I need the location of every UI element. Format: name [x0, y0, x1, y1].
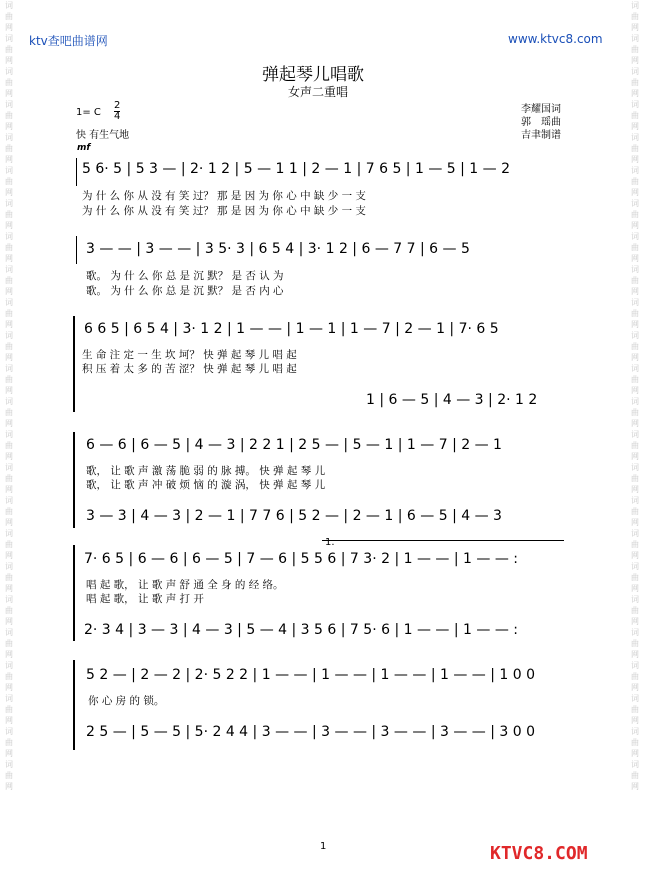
system6-lower-part: 2 5 — | 5 — 5 | 5· 2 4 4 | 3 — — | 3 — — | 3 — — | 3 — — | 3 0 0 — [86, 724, 536, 740]
system3-lower-part: 1 | 6 — 5 | 4 — 3 | 2· 1 2 — [366, 392, 538, 408]
system2-lyric-2: 歌。 为 什 么 你 总 是 沉 默？ 是 否 内 心 — [86, 285, 284, 297]
system5-lyric-1: 唱 起 歌， 让 歌 声 舒 通 全 身 的 经 络。 — [86, 579, 284, 591]
system4-lyric-2: 歌， 让 歌 声 冲 破 烦 恼 的 漩 涡， 快 弹 起 琴 儿 — [86, 479, 326, 491]
system5-lower-part: 2· 3 4 | 3 — 3 | 4 — 3 | 5 — 4 | 3 5 6 | 7 5· 6 | 1 — — | 1 — — : — [84, 622, 519, 638]
site-url-right: www.ktvc8.com — [508, 32, 603, 46]
system3-lyric-1: 生 命 注 定 一 生 坎 坷？ 快 弹 起 琴 儿 唱 起 — [82, 349, 297, 361]
dynamic-mark: mf — [77, 143, 91, 153]
system4-notes: 6 — 6 | 6 — 5 | 4 — 3 | 2 2 1 | 2 5 — | 5 — 1 | 1 — 7 | 2 — 1 — [86, 437, 502, 453]
song-title: 弹起琴儿唱歌 — [262, 65, 364, 85]
system6-notes: 5 2 — | 2 — 2 | 2· 5 2 2 | 1 — — | 1 — — | 1 — — | 1 — — | 1 0 0 — [86, 667, 536, 683]
system4-lyric-1: 歌， 让 歌 声 激 荡 脆 弱 的 脉 搏。 快 弹 起 琴 儿 — [86, 465, 326, 477]
tempo-marking: 快 有生气地 — [76, 130, 130, 141]
lyricist: 李耀国词 — [521, 104, 561, 115]
barline — [76, 236, 77, 264]
part-bracket — [73, 432, 75, 528]
part-bracket — [73, 545, 75, 641]
system3-notes: 6 6 5 | 6 5 4 | 3· 1 2 | 1 — — | 1 — 1 | 1 — 7 | 2 — 1 | 7· 6 5 — [84, 321, 499, 337]
time-top: 2 — [114, 100, 121, 111]
system3-lyric-2: 积 压 着 太 多 的 苦 涩？ 快 弹 起 琴 儿 唱 起 — [82, 363, 297, 375]
arranger: 吉聿制谱 — [521, 130, 561, 141]
watermark-left: 词 曲 网 词 曲 网 词 曲 网 词 曲 网 词 曲 网 词 曲 网 词 曲 网 词 曲 网 词 曲 网 词 曲 网 词 曲 网 词 曲 网 词 曲 网 词 曲 网 词 曲 网 词 曲 网 词 曲 网 词 曲 网 词 曲 网 词 曲 网 词 曲 网 词 曲 网 词 曲 网 词 曲 网 — [5, 1, 13, 791]
part-bracket — [73, 316, 75, 412]
key-signature: 1= C — [76, 107, 101, 118]
time-bottom: 4 — [114, 111, 121, 122]
time-signature — [114, 101, 120, 122]
system1-lyric-1: 为 什 么 你 从 没 有 笑 过？ 那 是 因 为 你 心 中 缺 少 一 支 — [82, 190, 366, 202]
song-subtitle: 女声二重唱 — [288, 85, 349, 99]
system5-lyric-2: 唱 起 歌， 让 歌 声 打 开 — [86, 593, 204, 605]
system2-lyric-1: 歌。 为 什 么 你 总 是 沉 默？ 是 否 认 为 — [86, 270, 284, 282]
page-number: 1 — [320, 841, 327, 852]
ktvc8-logo: KTVC8.COM — [490, 843, 588, 864]
part-bracket — [73, 660, 75, 750]
site-name-left: ktv查吧曲谱网 — [29, 34, 108, 48]
watermark-right: 词 曲 网 词 曲 网 词 曲 网 词 曲 网 词 曲 网 词 曲 网 词 曲 网 词 曲 网 词 曲 网 词 曲 网 词 曲 网 词 曲 网 词 曲 网 词 曲 网 词 曲 网 词 曲 网 词 曲 网 词 曲 网 词 曲 网 词 曲 网 词 曲 网 词 曲 网 词 曲 网 词 曲 网 — [631, 1, 639, 791]
system4-lower-part: 3 — 3 | 4 — 3 | 2 — 1 | 7 7 6 | 5 2 — | 2 — 1 | 6 — 5 | 4 — 3 — [86, 508, 502, 524]
composer: 郭 瑶曲 — [521, 117, 561, 128]
volta-line — [322, 540, 564, 541]
system2-notes: 3 — — | 3 — — | 3 5· 3 | 6 5 4 | 3· 1 2 | 6 — 7 7 | 6 — 5 — [86, 241, 470, 257]
system1-lyric-2: 为 什 么 你 从 没 有 笑 过？ 那 是 因 为 你 心 中 缺 少 一 支 — [82, 205, 366, 217]
volta-ending: 1. — [325, 537, 335, 548]
barline — [76, 158, 77, 186]
system6-lyric-1: 你 心 房 的 锁。 — [88, 695, 165, 707]
system5-notes: 7· 6 5 | 6 — 6 | 6 — 5 | 7 — 6 | 5 5 6 | 7 3· 2 | 1 — — | 1 — — : — [84, 551, 519, 567]
system1-notes: 5 6· 5 | 5 3 — | 2· 1 2 | 5 — 1 1 | 2 — 1 | 7 6 5 | 1 — 5 | 1 — 2 — [82, 161, 511, 177]
